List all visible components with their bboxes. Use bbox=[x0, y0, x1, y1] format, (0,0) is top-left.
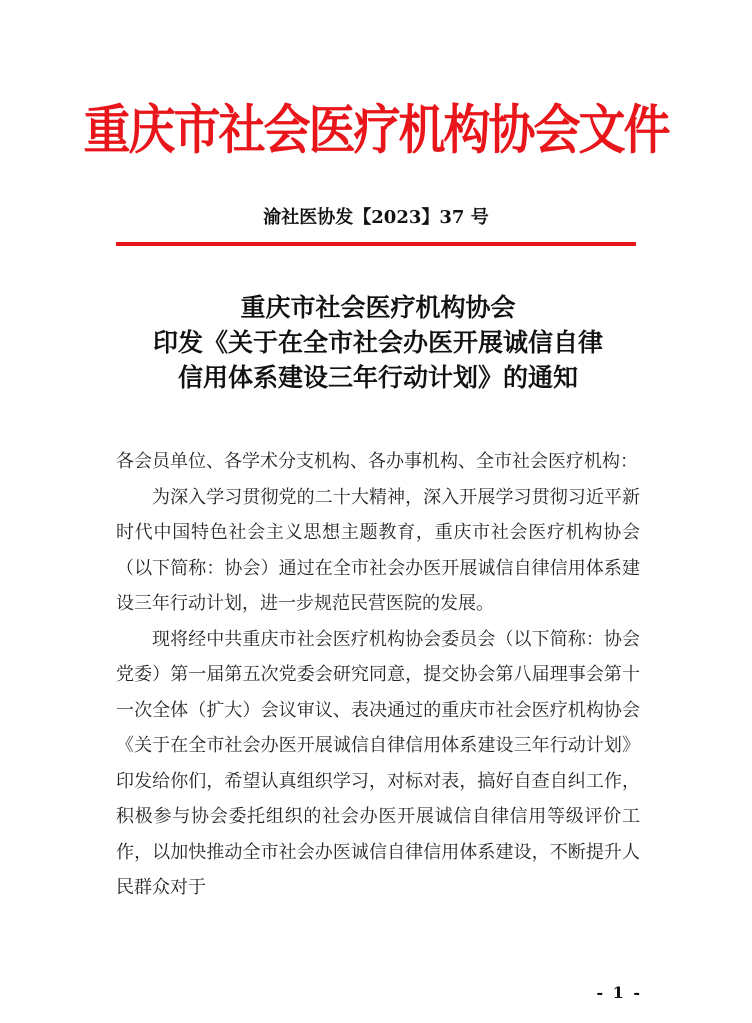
body-paragraph-2: 现将经中共重庆市社会医疗机构协会委员会（以下简称：协会党委）第一届第五次党委会研究同意，提交协会第八届理事会第十一次全体（扩大）会议审议、表决通过的重庆市社会医疗机构协会《关于在全市社会办医开展诚信自律信用体系建设三年行动计划》印发给你们，希望认真组织学习，对标对表，搞好自查自纠工作，积极参与协会委托组织的社会办医开展诚信自律信用等级评价工作，以加快推动全市社会办医诚信自律信用体系建设，不断提升人民群众对于 bbox=[116, 628, 640, 898]
notice-title-line-1: 重庆市社会医疗机构协会 bbox=[240, 293, 516, 322]
org-header-title: 重庆市社会医疗机构协会文件 bbox=[83, 99, 669, 162]
body-paragraph-1: 为深入学习贯彻党的二十大精神，深入开展学习贯彻习近平新时代中国特色社会主义思想主题教育，重庆市社会医疗机构协会（以下简称：协会）通过在全市社会办医开展诚信自律信用体系建设三年行动计划，进一步规范民营医院的发展。 bbox=[116, 486, 640, 614]
red-divider-line bbox=[116, 242, 636, 246]
notice-body bbox=[116, 444, 640, 906]
document-number: 渝社医协发【2023】37 号 bbox=[263, 207, 489, 228]
notice-title bbox=[112, 290, 644, 395]
notice-title-line-3: 信用体系建设三年行动计划》的通知 bbox=[177, 363, 578, 392]
salutation: 各会员单位、各学术分支机构、各办事机构、全市社会医疗机构： bbox=[116, 451, 638, 472]
page-number: - 1 - bbox=[596, 983, 642, 1002]
notice-title-line-2: 印发《关于在全市社会办医开展诚信自律 bbox=[152, 328, 603, 357]
